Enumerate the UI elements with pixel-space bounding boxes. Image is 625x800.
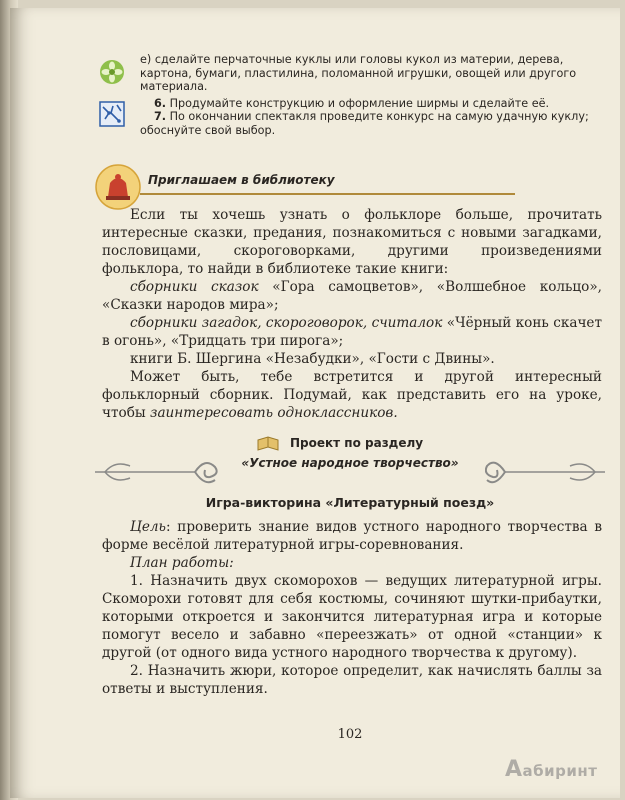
plan-step: 1. Назначить двух скоморохов — ведущих литературной игры. Скоморохи готовят для себя костюмы, сочиняют шутки-прибаутки, которыми откроется и закончится литературная игра и которые помогут весело и забавно «переезжать» от одной «станции» к другой (от одного вида устного народного творчества к другому). [102,573,602,661]
game-title: Игра-викторина «Литературный поезд» [205,495,495,510]
task-item: е) сделайте перчаточные куклы или головы кукол из материи, дерева, картона, бумаги, пластилина, поломанной игрушки, овощей или другого материала. [140,53,577,94]
game-goal: Цель: проверить знание видов устного народного творчества в форме весёлой литературной игры-соревнования. [102,519,602,553]
library-section [102,206,602,422]
heading-underline [140,193,515,195]
library-outro: Может быть, тебе встретится и другой интересный фольклорный сборник. Подумай, как представить его на уроке, чтобы заинтересовать одноклассников. [102,369,602,421]
library-heading: Приглашаем в библиотеку [148,173,335,187]
project-subtitle: «Устное народное творчество» [241,456,459,470]
construction-icon [99,101,125,127]
task-list [140,53,600,138]
library-bell-icon [92,163,612,211]
book-list-item: сборники загадок, скороговорок, считалок «Чёрный конь скачет в огонь», «Тридцать три пирога»; [102,315,602,349]
book-list-item: книги Б. Шергина «Незабудки», «Гости с Двины». [130,351,495,367]
flower-icon [99,59,125,85]
book-icon [256,436,280,452]
book-list-item: сборники сказок «Гора самоцветов», «Волшебное кольцо», «Сказки народов мира»; [102,279,602,313]
plan-label: План работы: [130,555,234,571]
task-item: 7. По окончании спектакля проведите конкурс на самую удачную куклу; обоснуйте свой выбор. [140,110,589,137]
page-number: 102 [337,727,363,742]
watermark: Aабиринт [505,757,598,782]
library-intro: Если ты хочешь узнать о фольклоре больше, прочитать интересные сказки, предания, познакомиться с новыми загадками, пословицами, скороговорками, другими произведениями фольклора, то найди в библиотеке такие книги: [102,207,602,277]
project-title: Проект по разделу [290,436,424,450]
game-section [102,518,602,698]
task-item: 6. Продумайте конструкцию и оформление ширмы и сделайте её. [154,96,550,110]
plan-step: 2. Назначить жюри, которое определит, как начислять баллы за ответы и выступления. [102,663,602,697]
